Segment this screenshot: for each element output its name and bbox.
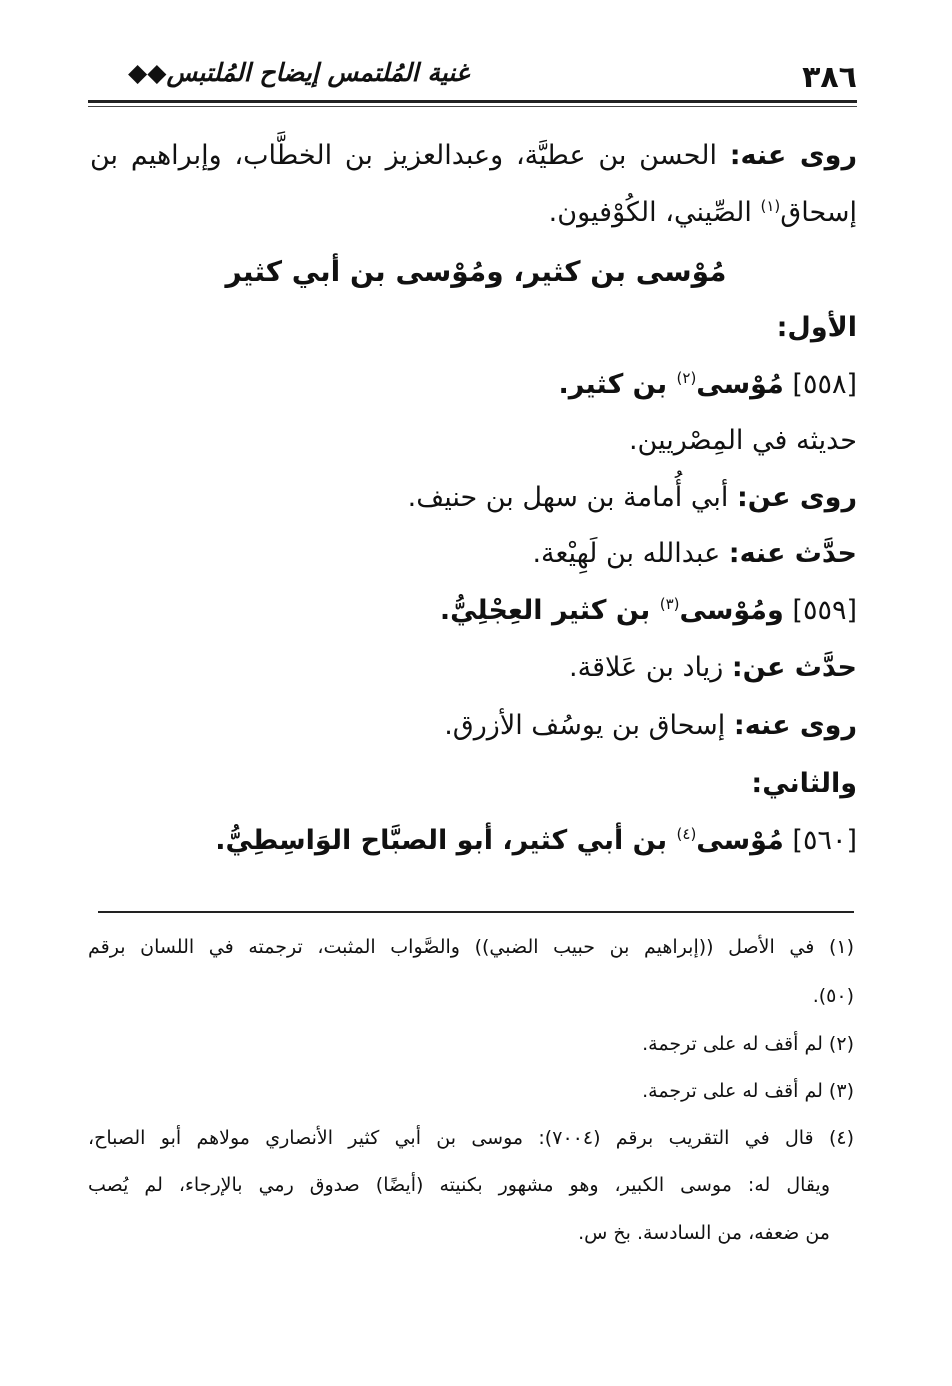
text-line: [569, 652, 857, 683]
entry-number: [٥٥٨]: [783, 369, 857, 400]
entry-560: [215, 825, 857, 856]
text-line: [532, 538, 857, 569]
footnote-2: (٢) لم أقف له على ترجمة.: [642, 1033, 854, 1055]
field-value: إسحاق بن يوسُف الأزرق.: [444, 710, 734, 741]
entry-number: [٥٦٠]: [783, 825, 857, 856]
footnote-ref: (٣): [659, 595, 680, 613]
entry-number: [٥٥٩]: [783, 595, 857, 626]
entry-rest: بن كثير العِجْلِيُّ.: [439, 595, 660, 626]
text-line: [90, 140, 857, 171]
footnote-ref: (١): [760, 197, 781, 215]
field-value: أبي أُمامة بن سهل بن حنيف.: [407, 482, 737, 513]
footnote-1-cont: (٥٠).: [812, 985, 854, 1007]
entry-558: [558, 369, 857, 400]
entry-name: مُوْسى: [696, 825, 784, 856]
footnote-ref: (٢): [676, 369, 697, 387]
text-line: [408, 482, 857, 513]
field-label: روى عن:: [736, 482, 857, 513]
header-rule-thin: [88, 106, 857, 107]
footnote-3: (٣) لم أقف له على ترجمة.: [642, 1080, 854, 1102]
footnote-separator: [98, 911, 854, 913]
text-line: [444, 710, 857, 741]
subheading-label: الأول:: [776, 312, 857, 343]
footnote-4: (٤) قال في التقريب برقم (٧٠٠٤): موسى بن أبي كثير الأنصاري مولاهم أبو الصباح،: [88, 1127, 854, 1149]
subheading-label: والثاني:: [751, 768, 857, 799]
field-label: حدَّث عن:: [731, 652, 857, 683]
entry-name: ومُوْسى: [679, 595, 784, 626]
text-line: حديثه في المِصْريين.: [628, 425, 857, 456]
page-header: [88, 52, 857, 100]
page-number: ٣٨٦: [802, 60, 857, 95]
field-value: الحسن بن عطيَّة، وعبدالعزيز بن الخطَّاب، وإبراهيم بن: [90, 140, 730, 171]
text-run: إسحاق: [780, 197, 857, 228]
entry-rest: بن كثير.: [558, 369, 677, 400]
field-value: عبدالله بن لَهِيْعة.: [532, 538, 729, 569]
text-line: [549, 197, 857, 228]
field-label: روى عنه:: [729, 140, 858, 171]
field-label: روى عنه:: [733, 710, 857, 741]
entry-rest: بن أبي كثير، أبو الصبَّاح الوَاسِطِيُّ.: [215, 825, 677, 856]
text-run: الصِّيني، الكُوْفيون.: [548, 197, 761, 228]
footnote-1: (١) في الأصل ((إبراهيم بن حبيب الضبي)) والصَّواب المثبت، ترجمته في اللسان برقم: [88, 936, 854, 958]
header-rule-thick: [88, 100, 857, 103]
entry-559: [440, 595, 857, 626]
running-title: غنية المُلتمس إيضاح المُلتبس◆◆: [128, 58, 469, 87]
subheading-first: [777, 312, 857, 343]
footnote-4-cont: من ضعفه، من السادسة. بخ س.: [578, 1222, 830, 1244]
entry-name: مُوْسى: [696, 369, 784, 400]
subheading-second: [751, 768, 857, 799]
field-label: حدَّث عنه:: [728, 538, 857, 569]
footnote-4-cont: ويقال له: موسى الكبير، وهو مشهور بكنيته (أيضًا) صدوق رمي بالإرجاء، لم يُصب: [88, 1174, 830, 1196]
section-heading: مُوْسى بن كثير، ومُوْسى بن أبي كثير: [225, 255, 727, 288]
footnote-ref: (٤): [676, 825, 697, 843]
field-value: زياد بن عَلاقة.: [569, 652, 732, 683]
